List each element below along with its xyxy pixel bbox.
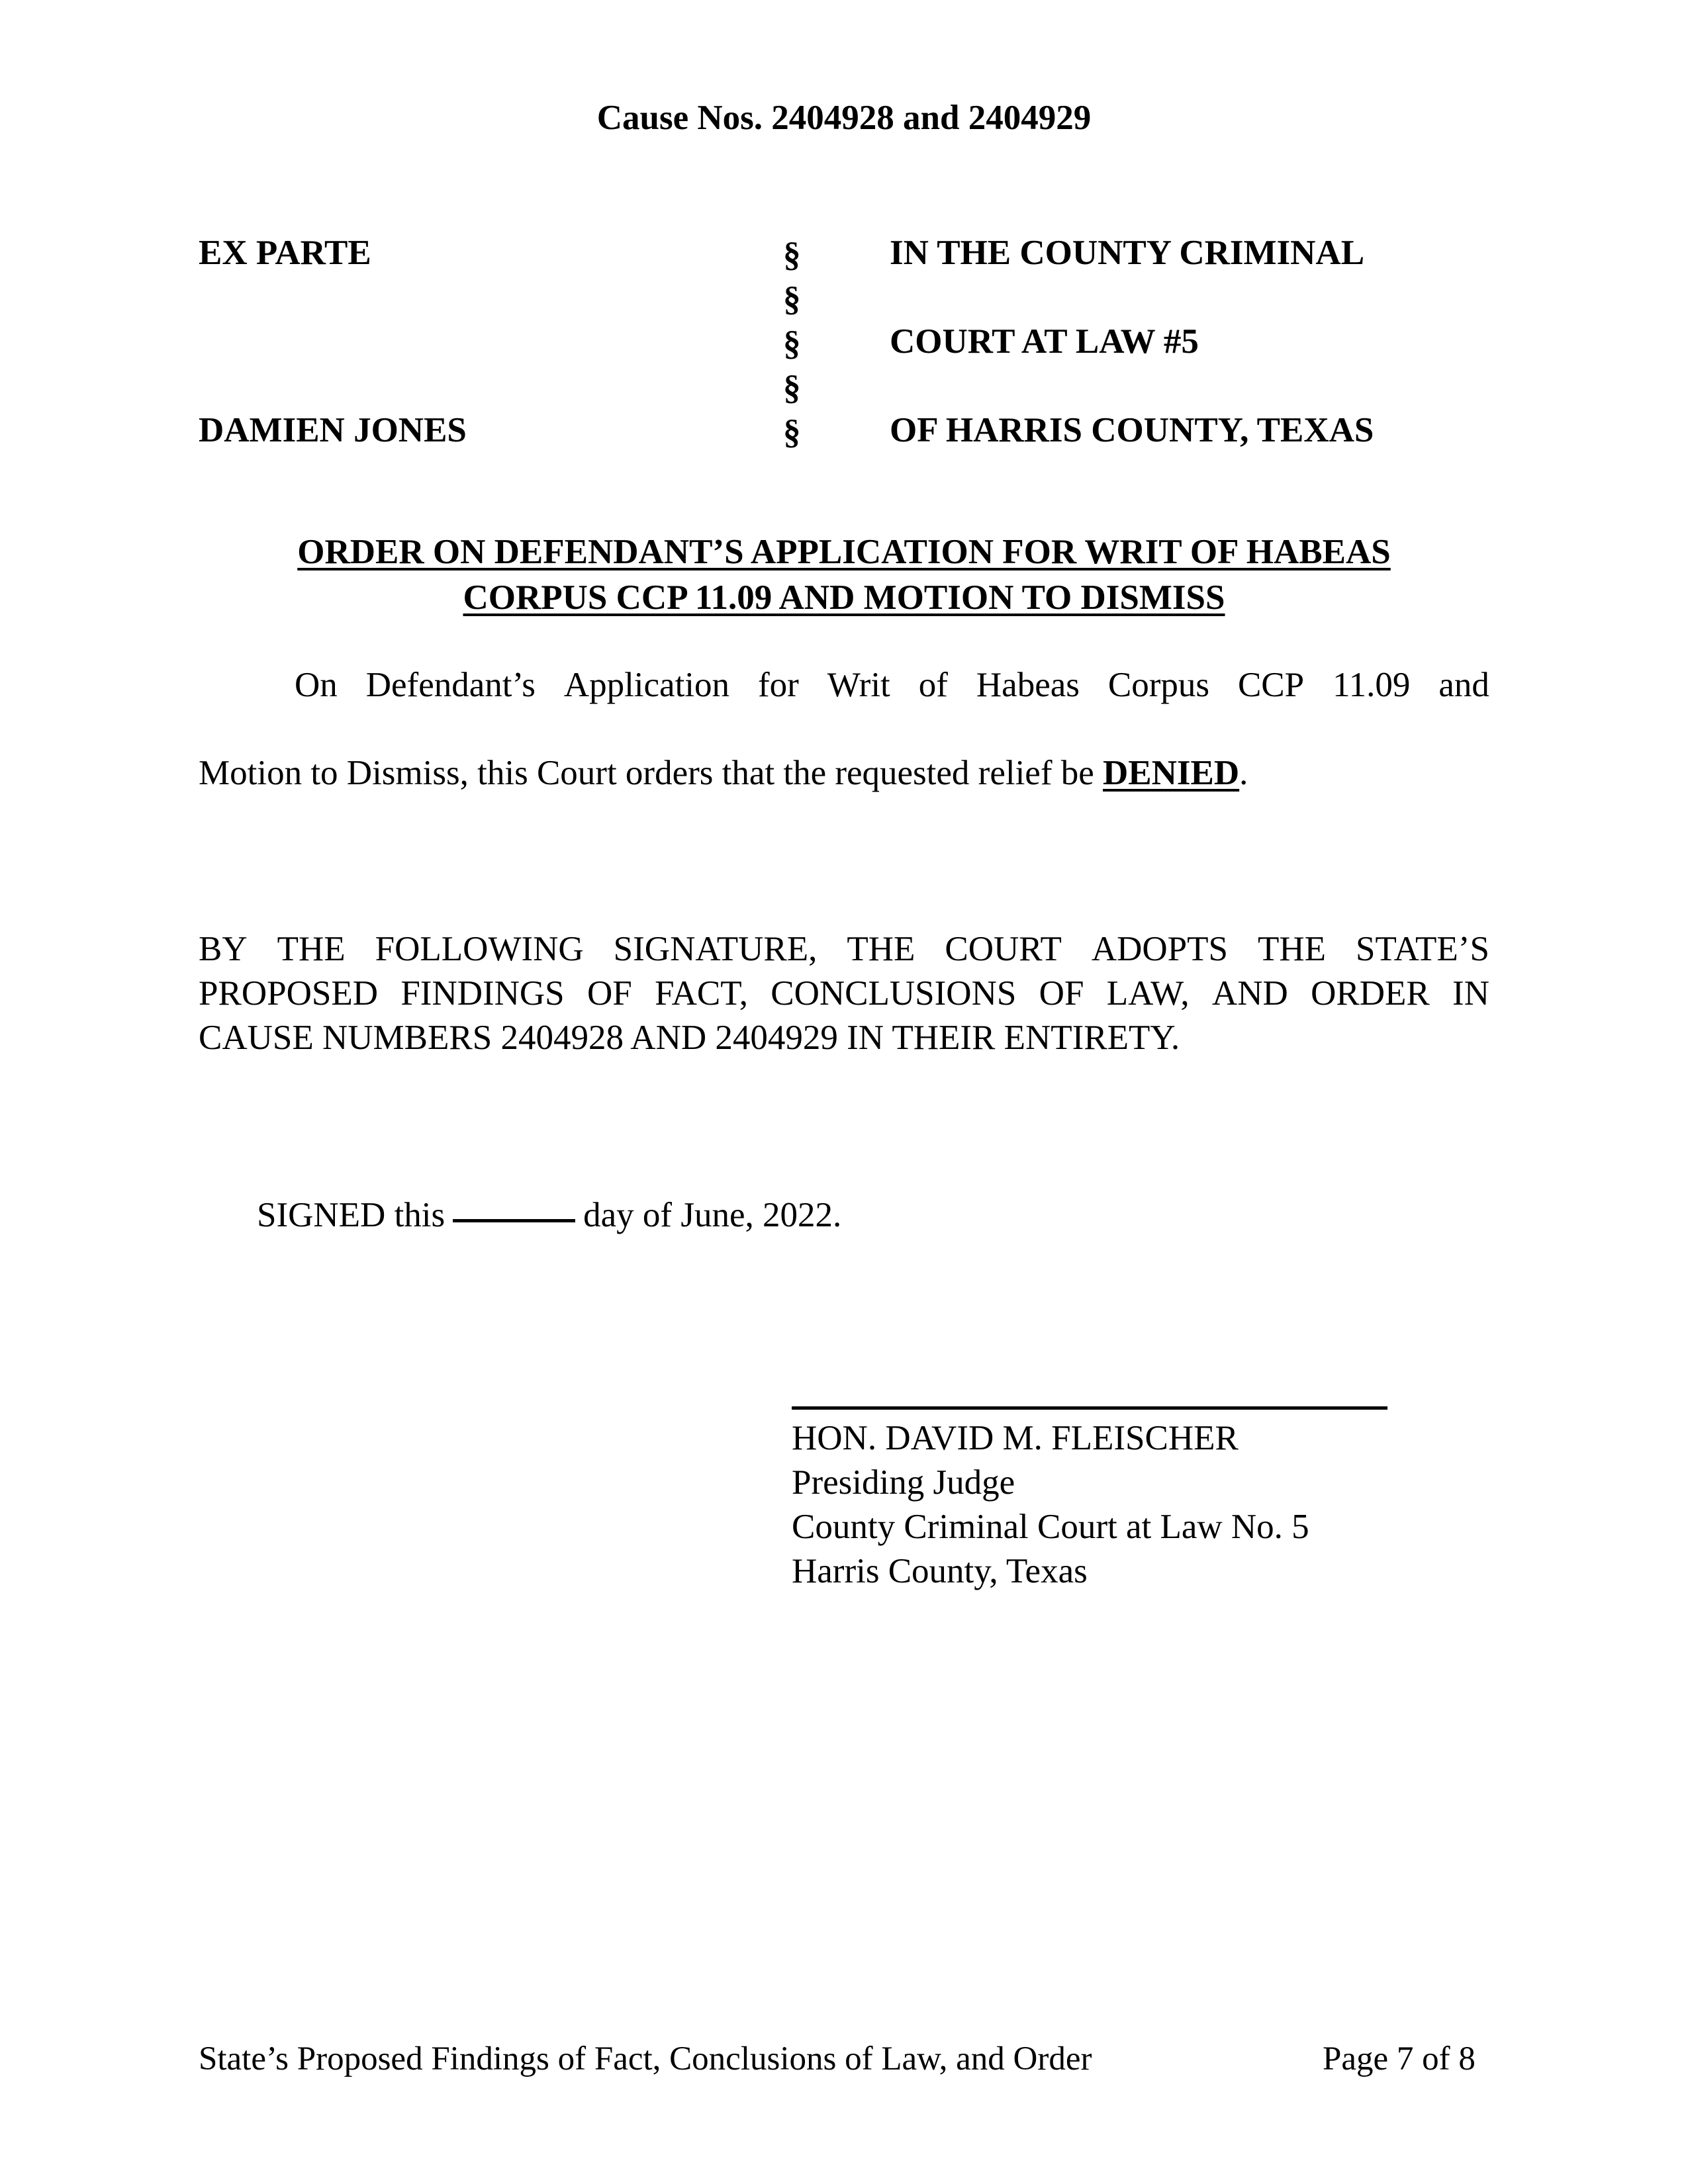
word: FOLLOWING: [375, 930, 584, 968]
signature-line: [792, 1406, 1387, 1410]
adoption-line3: CAUSE NUMBERS 2404928 AND 2404929 IN THEIR ENTIRETY.: [199, 1019, 1180, 1057]
word: IN: [1452, 974, 1489, 1013]
word: Corpus: [1107, 666, 1209, 704]
word: CCP: [1237, 666, 1305, 704]
caption-ex-parte: EX PARTE: [199, 234, 371, 272]
word: SIGNATURE,: [613, 930, 818, 968]
court-name: County Criminal Court at Law No. 5: [792, 1508, 1309, 1546]
section-mark: §: [783, 324, 801, 363]
signed-suffix: day of June, 2022.: [583, 1196, 842, 1234]
word: On: [295, 666, 338, 704]
word: Application: [563, 666, 730, 704]
judge-name: HON. DAVID M. FLEISCHER: [792, 1419, 1239, 1457]
word: 11.09: [1333, 666, 1411, 704]
word: STATE’S: [1356, 930, 1489, 968]
signed-date-line: [257, 1195, 841, 1235]
signed-prefix: SIGNED this: [257, 1196, 445, 1234]
word: ORDER: [1311, 974, 1430, 1013]
word: Writ: [827, 666, 890, 704]
order-title-line2: CORPUS CCP 11.09 AND MOTION TO DISMISS: [463, 578, 1225, 617]
ruling-denied: DENIED: [1103, 754, 1240, 792]
caption-court-line1: IN THE COUNTY CRIMINAL: [890, 234, 1365, 272]
word: THE: [1258, 930, 1327, 968]
word: THE: [277, 930, 346, 968]
word: THE: [847, 930, 915, 968]
word: OF: [1039, 974, 1084, 1013]
word: OF: [587, 974, 632, 1013]
adoption-line1: [199, 929, 1489, 969]
word: FACT,: [655, 974, 748, 1013]
caption-defendant-name: DAMIEN JONES: [199, 411, 467, 449]
word: and: [1438, 666, 1489, 704]
order-title-line1: ORDER ON DEFENDANT’S APPLICATION FOR WRIT OF HABEAS: [297, 533, 1391, 571]
judge-title: Presiding Judge: [792, 1463, 1015, 1502]
word: FINDINGS: [400, 974, 565, 1013]
word: AND: [1211, 974, 1288, 1013]
ruling-period: .: [1239, 754, 1248, 792]
cause-numbers-heading: Cause Nos. 2404928 and 2404929: [596, 99, 1092, 137]
word: Defendant’s: [365, 666, 536, 704]
word: for: [758, 666, 799, 704]
word: LAW,: [1106, 974, 1190, 1013]
word: Habeas: [976, 666, 1080, 704]
county-name: Harris County, Texas: [792, 1552, 1088, 1590]
adoption-line2: [199, 974, 1489, 1013]
footer-page-number: Page 7 of 8: [1323, 2040, 1476, 2077]
word: BY: [199, 930, 248, 968]
order-title: [199, 529, 1489, 621]
section-mark: §: [783, 236, 801, 274]
caption-court-line3: OF HARRIS COUNTY, TEXAS: [890, 411, 1374, 449]
order-paragraph-line1: [199, 665, 1489, 705]
footer-document-title: State’s Proposed Findings of Fact, Conclusions of Law, and Order: [199, 2040, 1092, 2077]
word: of: [918, 666, 948, 704]
ruling-text: Motion to Dismiss, this Court orders that the requested relief be: [199, 754, 1103, 792]
word: COURT: [945, 930, 1062, 968]
word: CONCLUSIONS: [771, 974, 1017, 1013]
section-mark: §: [783, 413, 801, 451]
section-mark: §: [783, 280, 801, 318]
day-blank: [453, 1219, 575, 1222]
order-paragraph-line2: [199, 753, 1248, 793]
word: ADOPTS: [1091, 930, 1229, 968]
caption-court-line2: COURT AT LAW #5: [890, 322, 1199, 361]
word: PROPOSED: [199, 974, 378, 1013]
section-mark: §: [783, 369, 801, 407]
